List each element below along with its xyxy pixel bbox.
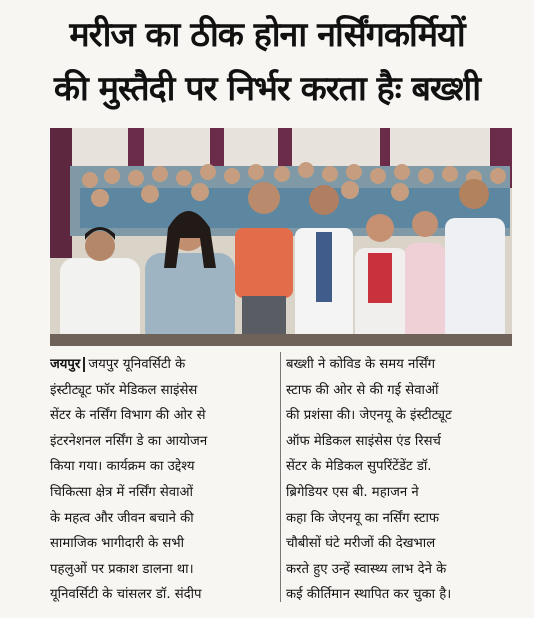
article-line: चिकित्सा क्षेत्र में नर्सिंग सेवाओं xyxy=(50,484,194,500)
article-line: सामाजिक भागीदारी के सभी xyxy=(50,536,185,552)
article-line: ऑफ मेडिकल साइंसेस एंड रिसर्च xyxy=(286,433,441,449)
article-line: इंस्टीट्यूट फॉर मेडिकल साइंसेस xyxy=(50,382,198,398)
article-line: पहलुओं पर प्रकाश डालना था। xyxy=(50,561,194,577)
group-photo-illustration xyxy=(50,128,512,346)
article-right-column xyxy=(286,352,512,608)
article-line: बख्शी ने कोविड के समय नर्सिंग xyxy=(286,357,436,372)
article-line: की प्रशंसा की। जेएनयू के इंस्टीट्यूट xyxy=(286,408,452,424)
article-line: किया गया। कार्यक्रम का उद्देश्य xyxy=(50,459,195,475)
article-line xyxy=(50,352,274,378)
article-line: स्टाफ की ओर से की गई सेवाओं xyxy=(286,382,439,398)
article-line: यूनिवर्सिटी के चांसलर डॉ. संदीप xyxy=(50,587,202,603)
article-line: चौबीसों घंटे मरीजों की देखभाल xyxy=(286,536,436,552)
article-line-text: जयपुर यूनिवर्सिटी के xyxy=(88,357,186,372)
dateline: जयपुर xyxy=(50,357,85,372)
article-left-column xyxy=(50,352,281,602)
article-line: के महत्व और जीवन बचाने की xyxy=(50,510,194,526)
article-line: सेंटर के मेडिकल सुपरिंटेंडेंट डॉ. xyxy=(286,459,432,475)
article-line: ब्रिगेडियर एस बी. महाजन ने xyxy=(286,484,419,500)
article-line: सेंटर के नर्सिंग विभाग की ओर से xyxy=(50,408,206,424)
article-body xyxy=(50,352,512,610)
article-line: करते हुए उन्हें स्वास्थ्य लाभ देने के xyxy=(286,561,447,577)
headline xyxy=(0,8,534,116)
news-photo xyxy=(50,128,512,346)
article-line: इंटरनेशनल नर्सिंग डे का आयोजन xyxy=(50,433,208,449)
article-line: कहा कि जेएनयू का नर्सिंग स्टाफ xyxy=(286,510,440,526)
article-line: कई कीर्तिमान स्थापित कर चुका है। xyxy=(286,587,452,603)
headline-line-1: मरीज का ठीक होना नर्सिंगकर्मियों xyxy=(69,15,465,55)
headline-line-2: की मुस्तैदी पर निर्भर करता हैः बख्शी xyxy=(53,69,481,109)
